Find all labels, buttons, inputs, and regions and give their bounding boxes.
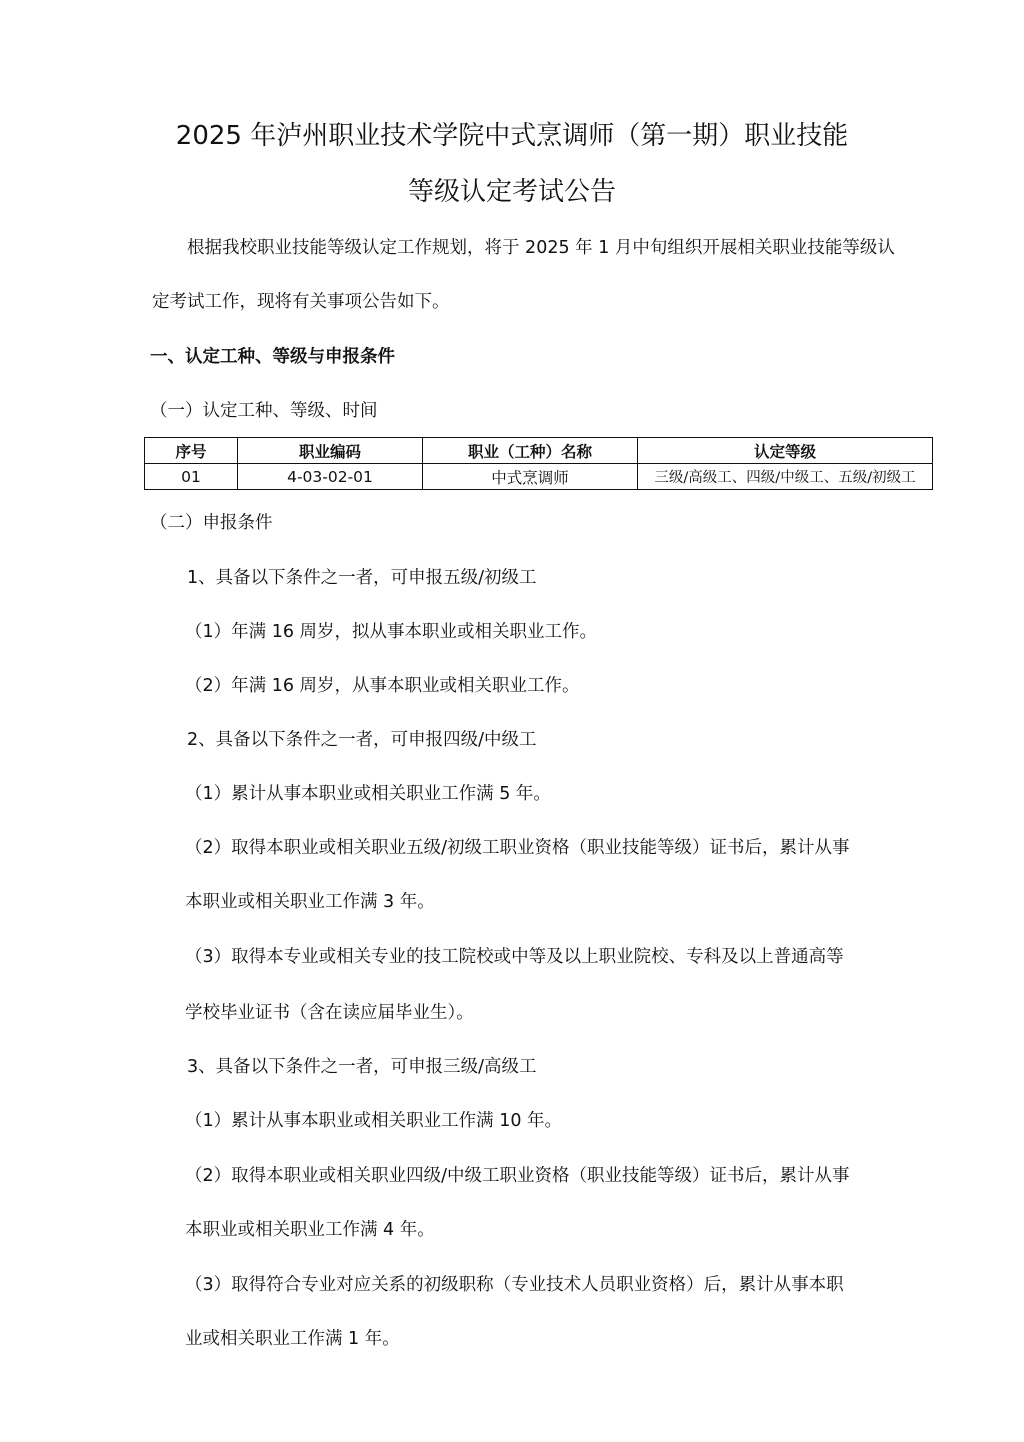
table-cell: 01 — [145, 464, 238, 490]
table-cell: 4-03-02-01 — [238, 464, 423, 490]
condition-item: （1）年满 16 周岁，拟从事本职业或相关职业工作。 — [185, 622, 598, 642]
occupation-table — [144, 437, 933, 490]
condition-item: （2）取得本职业或相关职业五级/初级工职业资格（职业技能等级）证书后，累计从事 — [185, 838, 850, 858]
condition-item: （3）取得符合专业对应关系的初级职称（专业技术人员职业资格）后，累计从事本职 — [185, 1275, 844, 1295]
condition-item: （2）取得本职业或相关职业四级/中级工职业资格（职业技能等级）证书后，累计从事 — [185, 1166, 850, 1186]
document-title-line1: 2025 年泸州职业技术学院中式烹调师（第一期）职业技能 — [175, 121, 849, 151]
document-title-line2: 等级认定考试公告 — [407, 177, 616, 207]
condition-item: （2）年满 16 周岁，从事本职业或相关职业工作。 — [185, 676, 580, 696]
condition-heading-2: 2、具备以下条件之一者，可申报四级/中级工 — [187, 730, 537, 750]
table-row — [145, 464, 933, 490]
condition-item-continuation: 学校毕业证书（含在读应届毕业生）。 — [185, 1003, 474, 1023]
intro-paragraph-line1: 根据我校职业技能等级认定工作规划，将于 2025 年 1 月中旬组织开展相关职业技能等级认 — [187, 238, 895, 258]
condition-item-continuation: 本职业或相关职业工作满 4 年。 — [185, 1220, 435, 1240]
table-cell: 中式烹调师 — [423, 464, 638, 490]
condition-item: （1）累计从事本职业或相关职业工作满 10 年。 — [185, 1111, 563, 1131]
section-heading-1: 一、认定工种、等级与申报条件 — [150, 347, 395, 367]
subsection-heading-2: （二）申报条件 — [150, 513, 273, 533]
table-header-cell: 职业编码 — [238, 438, 423, 464]
intro-paragraph-line2: 定考试工作，现将有关事项公告如下。 — [152, 292, 450, 312]
condition-item-continuation: 本职业或相关职业工作满 3 年。 — [185, 892, 435, 912]
table-header-row — [145, 438, 933, 464]
condition-heading-1: 1、具备以下条件之一者，可申报五级/初级工 — [187, 568, 537, 588]
condition-item: （1）累计从事本职业或相关职业工作满 5 年。 — [185, 784, 551, 804]
condition-heading-3: 3、具备以下条件之一者，可申报三级/高级工 — [187, 1057, 537, 1077]
condition-item: （3）取得本专业或相关专业的技工院校或中等及以上职业院校、专科及以上普通高等 — [185, 947, 844, 967]
condition-item-continuation: 业或相关职业工作满 1 年。 — [185, 1329, 400, 1349]
table-header-cell: 序号 — [145, 438, 238, 464]
subsection-heading-1: （一）认定工种、等级、时间 — [150, 401, 378, 421]
table-cell: 三级/高级工、四级/中级工、五级/初级工 — [638, 464, 933, 490]
table-header-cell: 职业（工种）名称 — [423, 438, 638, 464]
table-header-cell: 认定等级 — [638, 438, 933, 464]
